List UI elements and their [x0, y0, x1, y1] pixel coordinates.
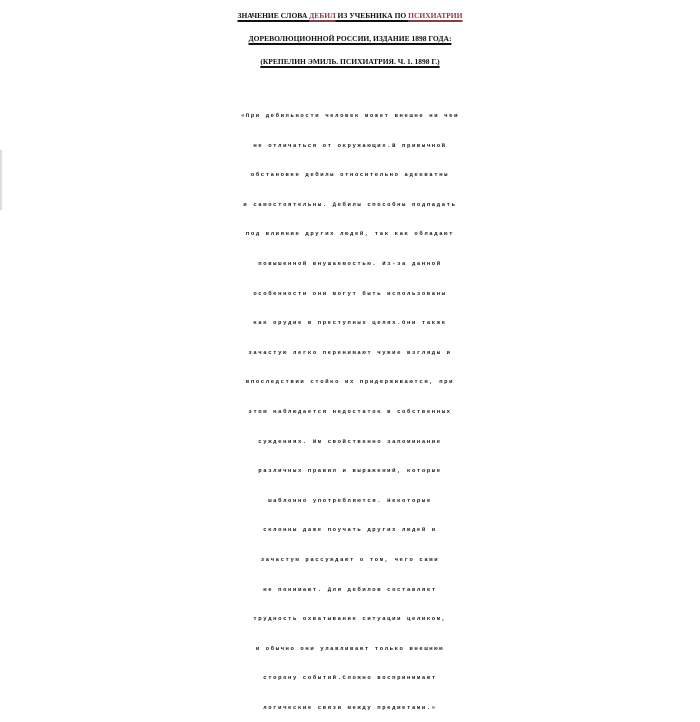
highlight-word-psychiatry: ПСИХИАТРИИ [408, 11, 463, 20]
quote-line: не понимают. Для дебилов составляет [263, 585, 437, 593]
highlight-word-debil: ДЕБИЛ [309, 11, 336, 20]
quote-line: этом наблюдается недостаток в собственных [248, 407, 452, 415]
title-line-2 [0, 27, 700, 50]
quote-line: суждениях. Им свойственно запоминание [258, 437, 442, 445]
source-citation: (КРЕПЕЛИН ЭМИЛЬ. ПСИХИАТРИЯ. Ч. 1. 1898 Г.) [260, 57, 440, 66]
quote-line: под влияние других людей, так как обладают [245, 230, 455, 238]
quote-line: и обычно они улавливают только внешнюю [255, 644, 445, 652]
title-line-2-text: ДОРЕВОЛЮЦИОННОЙ РОССИИ, ИЗДАНИЕ 1898 ГОДА: [248, 34, 452, 43]
title-line-1 [0, 4, 700, 27]
quote-line: различных правил и выражений, которые [258, 467, 442, 475]
quote-line: трудность охватывание ситуации целиком, [253, 615, 447, 623]
quote-line: как орудие в преступных целях.Они также [253, 319, 447, 327]
quote-line: логические связи между предметами.» [263, 703, 437, 711]
quote-line: впоследствии стойко их придерживаются, при [245, 378, 455, 386]
page-title [0, 4, 700, 73]
quote-block [0, 101, 700, 722]
quote-line: и самостоятельны. Дебилы способны подпадать [243, 200, 457, 208]
quote-line: зачастую рассуждают о том, чего сами [260, 555, 440, 563]
quote-line: сторону событий.Сложно воспринимают [263, 674, 437, 682]
quote-line: «При дебильности человек может внешне ни чем [240, 112, 460, 119]
quote-line: обстановке дебилы относительно адекватны [250, 171, 450, 179]
quote-line: склонны даже поучать других людей и [263, 526, 437, 534]
title-line-1-text [238, 11, 463, 20]
quote-line: не отличаться от окружающих.В привычной [253, 141, 447, 149]
title-part-2: ИЗ УЧЕБНИКА ПО [335, 11, 409, 20]
quote-line: зачастую легко перенимают чужие взгляды и [248, 348, 452, 356]
quote-line: шаблонно употребляются. Некоторые [268, 496, 432, 504]
quote-line: особенности они могут быть использованы [253, 289, 447, 297]
quote-line: повышенной внушаемостью. Из-за данной [258, 259, 442, 267]
title-part-1: ЗНАЧЕНИЕ СЛОВА [237, 11, 310, 20]
title-line-3 [0, 50, 700, 73]
